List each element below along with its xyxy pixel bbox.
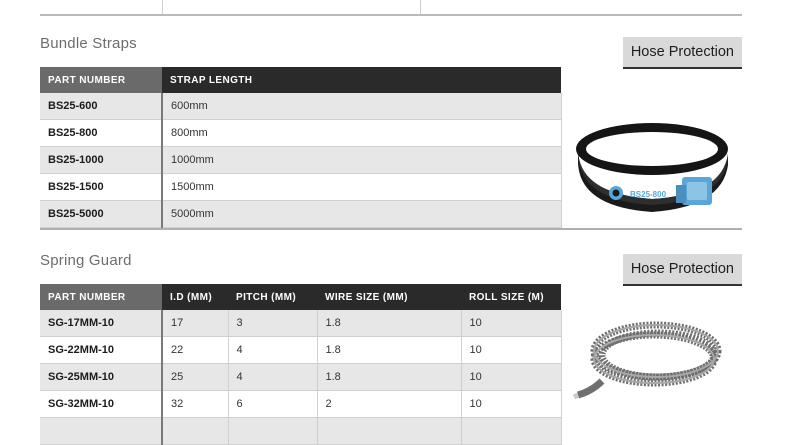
id-cell: 22 (162, 337, 228, 364)
part-number-cell: BS25-5000 (40, 201, 162, 228)
section-divider (40, 228, 742, 230)
wire-size-cell: 1.8 (317, 337, 461, 364)
column-header: WIRE SIZE (MM) (317, 284, 461, 310)
column-header: I.D (MM) (162, 284, 228, 310)
table-row (40, 93, 561, 120)
pitch-cell: 3 (228, 310, 317, 337)
table-row-partial (40, 418, 561, 445)
divider (40, 14, 742, 16)
table-row (40, 147, 561, 174)
previous-table-bottom (40, 0, 742, 16)
table-row (40, 174, 561, 201)
part-number-cell: SG-32MM-10 (40, 391, 162, 418)
bundle-straps-table (40, 67, 562, 228)
part-number-cell: BS25-600 (40, 93, 162, 120)
column-header: STRAP LENGTH (162, 67, 561, 93)
roll-size-cell: 10 (461, 391, 561, 418)
spring-guard-product-image (572, 311, 737, 407)
roll-size-cell: 10 (461, 364, 561, 391)
table-header-row (40, 284, 561, 310)
strap-length-cell: 1500mm (162, 174, 561, 201)
column-header: PART NUMBER (40, 67, 162, 93)
bundle-straps-section (40, 34, 742, 230)
table-row (40, 120, 561, 147)
category-tag: Hose Protection (623, 254, 742, 286)
table-row (40, 364, 561, 391)
table-row (40, 310, 561, 337)
section-title: Bundle Straps (40, 35, 137, 52)
part-number-cell: BS25-1500 (40, 174, 162, 201)
roll-size-cell: 10 (461, 310, 561, 337)
part-number-cell: SG-25MM-10 (40, 364, 162, 391)
spring-guard-section (40, 251, 742, 439)
category-tag: Hose Protection (623, 37, 742, 69)
column-header: PART NUMBER (40, 284, 162, 310)
table-row (40, 391, 561, 418)
part-number-cell: SG-22MM-10 (40, 337, 162, 364)
id-cell: 25 (162, 364, 228, 391)
table-row (40, 201, 561, 228)
spring-guard-table (40, 284, 562, 445)
table-header-row (40, 67, 561, 93)
strap-length-cell: 5000mm (162, 201, 561, 228)
strap-print-label: BS25-800 (630, 190, 667, 199)
pitch-cell: 6 (228, 391, 317, 418)
roll-size-cell: 10 (461, 337, 561, 364)
wire-size-cell: 1.8 (317, 364, 461, 391)
strap-length-cell: 1000mm (162, 147, 561, 174)
table-row (40, 337, 561, 364)
column-header: PITCH (MM) (228, 284, 317, 310)
bundle-strap-product-image (572, 99, 732, 227)
strap-length-cell: 600mm (162, 93, 561, 120)
column-header: ROLL SIZE (M) (461, 284, 561, 310)
strap-length-cell: 800mm (162, 120, 561, 147)
section-title: Spring Guard (40, 252, 132, 269)
part-number-cell: BS25-1000 (40, 147, 162, 174)
wire-size-cell: 2 (317, 391, 461, 418)
part-number-cell: SG-17MM-10 (40, 310, 162, 337)
pitch-cell: 4 (228, 364, 317, 391)
part-number-cell: BS25-800 (40, 120, 162, 147)
pitch-cell: 4 (228, 337, 317, 364)
wire-size-cell: 1.8 (317, 310, 461, 337)
id-cell: 17 (162, 310, 228, 337)
id-cell: 32 (162, 391, 228, 418)
